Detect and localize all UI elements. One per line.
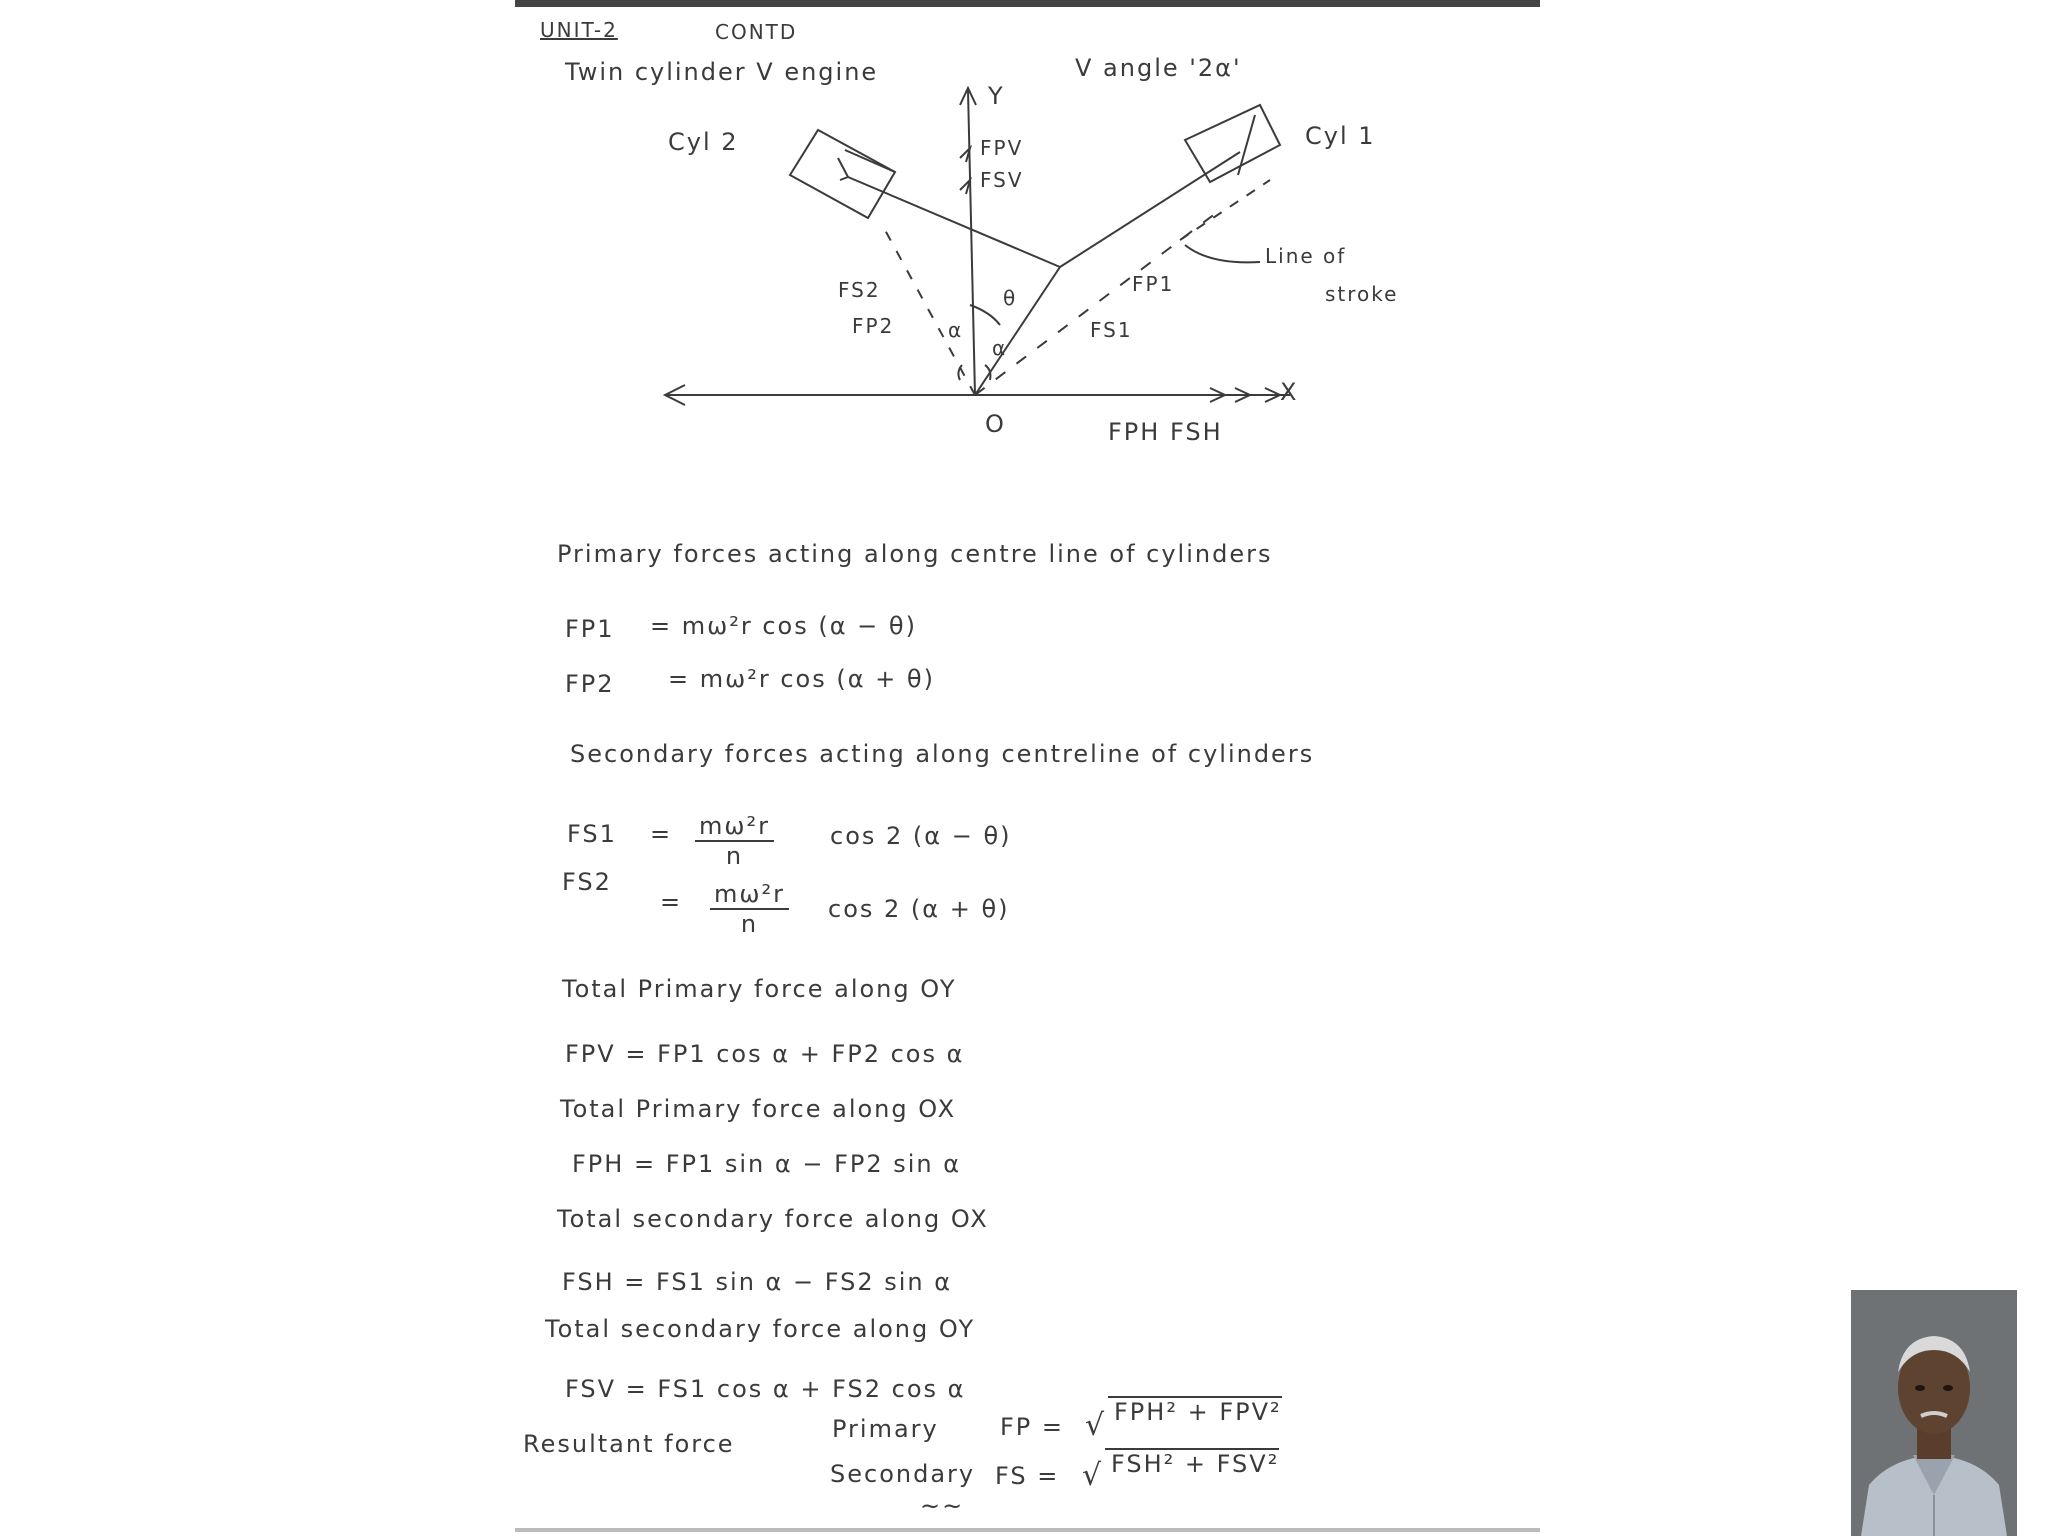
resultant-primary-radicand: FPH² + FPV² — [1108, 1396, 1282, 1426]
origin-label: O — [985, 410, 1006, 438]
resultant-primary-radical-sign: √ — [1085, 1408, 1107, 1443]
fs2-numerator: mω²r — [710, 880, 789, 910]
rod-cyl2-arrow — [838, 158, 848, 180]
total-secondary-oy-heading: Total secondary force along OY — [545, 1315, 976, 1343]
fpv-label: FPV — [980, 136, 1024, 160]
title-left: Twin cylinder V engine — [565, 58, 879, 86]
fp2-rhs: = mω²r cos (α + θ) — [668, 665, 935, 693]
page-bottom-edge — [515, 1528, 1540, 1532]
fs1-fraction — [695, 812, 774, 870]
alpha-arc-left — [958, 365, 962, 380]
fp1-lhs: FP1 — [565, 615, 615, 643]
fs1-eq: = — [650, 820, 673, 848]
stroke-line-left — [885, 230, 975, 395]
resultant-secondary-label: Secondary — [830, 1460, 976, 1488]
title-right: V angle '2α' — [1075, 54, 1242, 82]
fp1-rhs: = mω²r cos (α − θ) — [650, 612, 917, 640]
rod-cyl1 — [1060, 152, 1240, 267]
alpha-right-label: α — [992, 336, 1008, 360]
stroke-line-right-upper — [1180, 180, 1270, 240]
fs1-rest: cos 2 (α − θ) — [830, 822, 1012, 850]
fsv-equation: FSV = FS1 cos α + FS2 cos α — [565, 1375, 966, 1403]
fs1-label: FS1 — [1090, 318, 1133, 342]
cylinder-2-piston — [845, 150, 895, 172]
line-of-stroke-label-1: Line of — [1265, 244, 1347, 268]
resultant-secondary-radical-sign: √ — [1082, 1458, 1104, 1493]
fsh-equation: FSH = FS1 sin α − FS2 sin α — [562, 1268, 953, 1296]
rod-cyl2 — [848, 177, 1060, 267]
fs2-fraction — [710, 880, 789, 938]
page-top-border — [515, 0, 1540, 7]
secondary-heading: Secondary forces acting along centreline of cylinders — [570, 740, 1315, 768]
fs2-eq: = — [660, 888, 683, 916]
alpha-left-label: α — [948, 318, 964, 342]
unit-label: UNIT-2 — [540, 18, 618, 42]
fs1-numerator: mω²r — [695, 812, 774, 842]
end-mark: ~~ — [920, 1492, 965, 1520]
y-axis-label: Y — [988, 82, 1005, 110]
cylinder-1 — [1185, 105, 1280, 182]
primary-heading: Primary forces acting along centre line of cylinders — [557, 540, 1273, 568]
resultant-secondary-lhs: FS = — [995, 1462, 1060, 1490]
resultant-primary-label: Primary — [832, 1415, 939, 1443]
resultant-secondary-radicand: FSH² + FSV² — [1105, 1448, 1279, 1478]
resultant-primary-lhs: FP = — [1000, 1413, 1065, 1441]
fp2-lhs: FP2 — [565, 670, 615, 698]
y-axis-line — [968, 90, 975, 395]
presenter-avatar — [1851, 1290, 2017, 1536]
resultant-label: Resultant force — [523, 1430, 735, 1458]
x-axis-label: X — [1280, 378, 1299, 406]
line-of-stroke-label-2: stroke — [1325, 282, 1399, 306]
cyl2-label: Cyl 2 — [668, 128, 739, 156]
total-secondary-ox-heading: Total secondary force along OX — [557, 1205, 989, 1233]
total-primary-ox-heading: Total Primary force along OX — [560, 1095, 957, 1123]
line-of-stroke-pointer — [1185, 245, 1260, 262]
fp1-label: FP1 — [1132, 272, 1175, 296]
fsv-arrow — [960, 180, 970, 194]
fp2-label: FP2 — [852, 314, 895, 338]
fs2-rest: cos 2 (α + θ) — [828, 895, 1010, 923]
fs2-denominator: n — [740, 910, 759, 938]
contd-label: CONTD — [715, 20, 798, 44]
cylinder-1-piston — [1238, 115, 1255, 175]
theta-label: θ — [1003, 286, 1018, 310]
cylinder-2 — [790, 130, 895, 218]
fs1-denominator: n — [725, 842, 744, 870]
fph-equation: FPH = FP1 sin α − FP2 sin α — [572, 1150, 962, 1178]
fph-fsh-label: FPH FSH — [1108, 418, 1223, 446]
total-primary-oy-heading: Total Primary force along OY — [562, 975, 957, 1003]
fsv-label: FSV — [980, 168, 1024, 192]
fs1-lhs: FS1 — [567, 820, 617, 848]
crank-line — [975, 267, 1060, 395]
theta-arc — [970, 305, 1000, 325]
fs2-label: FS2 — [838, 278, 881, 302]
fpv-equation: FPV = FP1 cos α + FP2 cos α — [565, 1040, 965, 1068]
fpv-arrow — [960, 148, 970, 162]
cyl1-label: Cyl 1 — [1305, 122, 1376, 150]
fs2-lhs: FS2 — [562, 868, 612, 896]
